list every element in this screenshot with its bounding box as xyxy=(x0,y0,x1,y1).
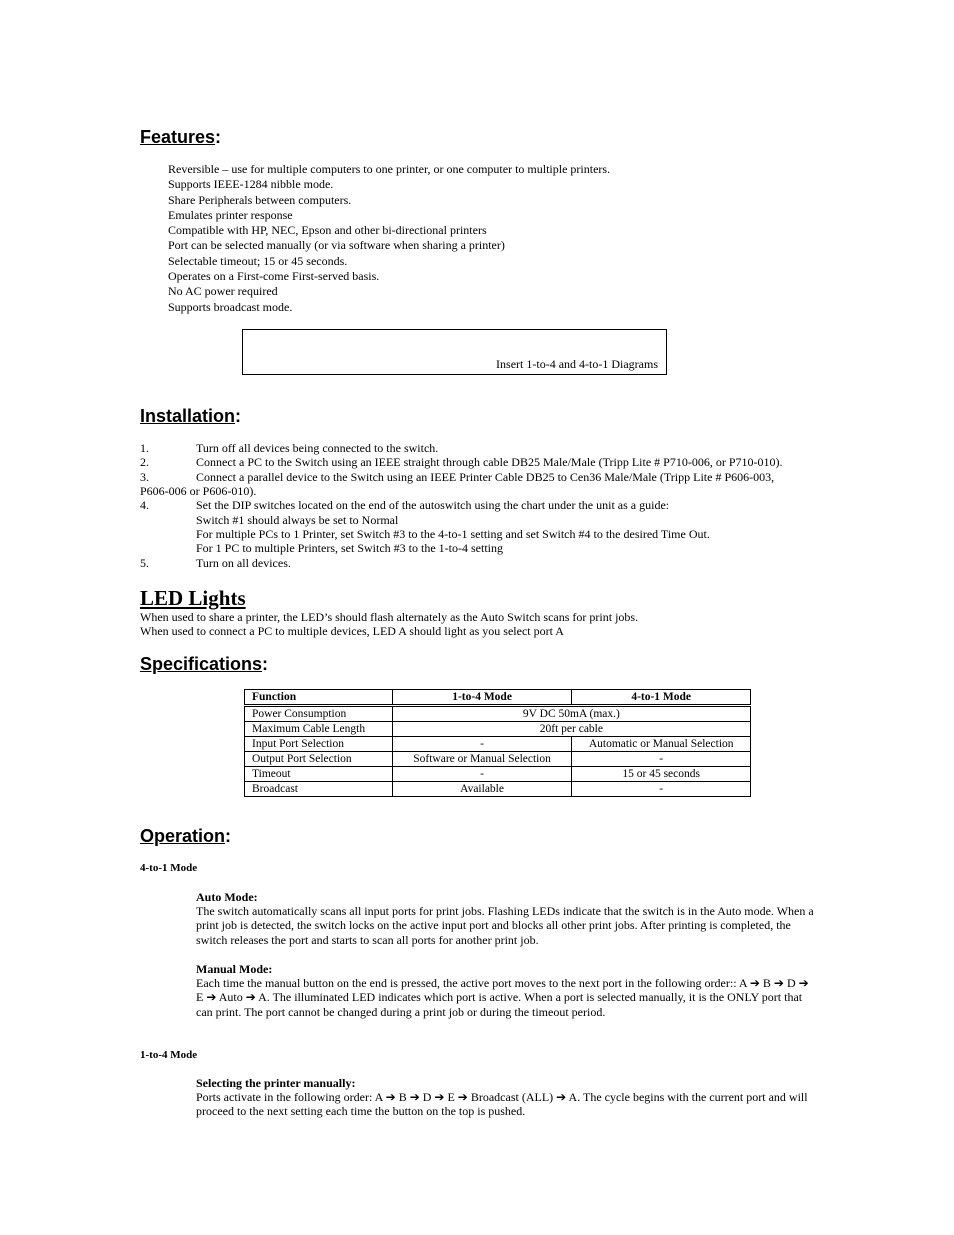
manual-mode-heading: Manual Mode: xyxy=(196,962,273,976)
table-cell: Output Port Selection xyxy=(245,752,393,767)
step-text: Turn on all devices. xyxy=(196,556,291,570)
diagram-placeholder-text: Insert 1-to-4 and 4-to-1 Diagrams xyxy=(496,357,658,371)
table-cell: Broadcast xyxy=(245,782,393,797)
operation-heading: Operation: xyxy=(140,826,232,846)
auto-mode-text: The switch automatically scans all input ports for print jobs. Flashing LEDs indicate that the switch is in the Auto mode. When a print job is detected, the switch locks on the active input port and blocks all other print jobs. After printing is completed, the switch releases the port and starts to scan all ports for another print job. xyxy=(196,904,814,947)
installation-heading: Installation: xyxy=(140,406,242,426)
led-description xyxy=(140,610,638,638)
step-text: Connect a parallel device to the Switch using an IEEE Printer Cable DB25 to Cen36 Male/Male (Tripp Lite # P606-003, xyxy=(196,470,775,484)
table-cell: Timeout xyxy=(245,767,393,782)
led-line: When used to share a printer, the LED’s should flash alternately as the Auto Switch scans for print jobs. xyxy=(140,610,639,624)
table-row xyxy=(245,737,751,752)
column-header: 1-to-4 Mode xyxy=(392,690,572,706)
step-text: Connect a PC to the Switch using an IEEE straight through cable DB25 Male/Male (Tripp Lite # P710-006, or P710-010). xyxy=(196,455,783,469)
step-text: Turn off all devices being connected to the switch. xyxy=(196,441,439,455)
led-lights-heading: LED Lights xyxy=(140,586,246,610)
specifications-heading: Specifications: xyxy=(140,654,269,674)
table-row xyxy=(245,782,751,797)
list-item: Port can be selected manually (or via software when sharing a printer) xyxy=(168,238,505,253)
table-cell: - xyxy=(572,782,751,797)
table-cell: 15 or 45 seconds xyxy=(572,767,751,782)
step-subitem: Switch #1 should always be set to Normal xyxy=(196,513,399,527)
table-cell: - xyxy=(572,752,751,767)
list-item: Emulates printer response xyxy=(168,207,293,222)
table-cell: - xyxy=(392,737,572,752)
table-row xyxy=(245,767,751,782)
table-cell: Input Port Selection xyxy=(245,737,393,752)
step-text: Set the DIP switches located on the end of the autoswitch using the chart under the unit as a guide: xyxy=(196,498,670,512)
step-number: 3. xyxy=(140,470,149,484)
list-item: Share Peripherals between computers. xyxy=(168,192,352,207)
list-item: Selectable timeout; 15 or 45 seconds. xyxy=(168,253,348,268)
select-printer-text: Ports activate in the following order: A ➔ B ➔ D ➔ E ➔ Broadcast (ALL) ➔ A. The cycle begins with the current port and will proceed to the next setting each time the button on the top is pushed. xyxy=(196,1090,808,1119)
select-printer-heading: Selecting the printer manually: xyxy=(196,1076,356,1090)
step-number: 1. xyxy=(140,441,149,455)
list-item: Supports broadcast mode. xyxy=(168,299,293,314)
list-item: No AC power required xyxy=(168,284,278,299)
list-item: Reversible – use for multiple computers to one printer, or one computer to multiple printers. xyxy=(168,162,611,176)
mode-1to4-heading: 1-to-4 Mode xyxy=(140,1049,198,1061)
table-cell: 20ft per cable xyxy=(392,722,750,737)
table-row xyxy=(245,722,751,737)
table-cell: Power Consumption xyxy=(245,706,393,722)
auto-mode-heading: Auto Mode: xyxy=(196,890,258,904)
list-item: Compatible with HP, NEC, Epson and other bi-directional printers xyxy=(168,223,487,238)
table-cell: Available xyxy=(392,782,572,797)
led-line: When used to connect a PC to multiple devices, LED A should light as you select port A xyxy=(140,624,564,638)
step-number: 4. xyxy=(140,498,149,512)
table-cell: - xyxy=(392,767,572,782)
step-number: 5. xyxy=(140,556,149,570)
step-subitem: For multiple PCs to 1 Printer, set Switch #3 to the 4-to-1 setting and set Switch #4 to the desired Time Out. xyxy=(196,527,710,541)
table-cell: Maximum Cable Length xyxy=(245,722,393,737)
step-number: 2. xyxy=(140,455,149,469)
step-text-continued: P606-006 or P606-010). xyxy=(140,484,257,498)
manual-mode-text: Each time the manual button on the end is pressed, the active port moves to the next port in the following order:: A ➔ B ➔ D ➔ E ➔ Auto ➔ A. The illuminated LED indicates which port is active. When a port is selected manually, it is the ONLY port that can print. The port cannot be changed during a print job or during the timeout period. xyxy=(196,976,809,1019)
table-row xyxy=(245,706,751,722)
specifications-table xyxy=(244,689,751,797)
list-item: Supports IEEE-1284 nibble mode. xyxy=(168,177,334,192)
column-header: Function xyxy=(245,690,393,706)
table-cell: 9V DC 50mA (max.) xyxy=(392,706,750,722)
table-cell: Software or Manual Selection xyxy=(392,752,572,767)
table-cell: Automatic or Manual Selection xyxy=(572,737,751,752)
column-header: 4-to-1 Mode xyxy=(572,690,751,706)
table-row xyxy=(245,752,751,767)
list-item: Operates on a First-come First-served basis. xyxy=(168,269,380,284)
mode-4to1-heading: 4-to-1 Mode xyxy=(140,862,198,874)
diagram-placeholder-box xyxy=(242,329,667,375)
table-header-row xyxy=(245,690,751,706)
features-list xyxy=(168,162,610,315)
features-heading: Features: xyxy=(140,127,222,147)
step-subitem: For 1 PC to multiple Printers, set Switch #3 to the 1-to-4 setting xyxy=(196,541,503,555)
